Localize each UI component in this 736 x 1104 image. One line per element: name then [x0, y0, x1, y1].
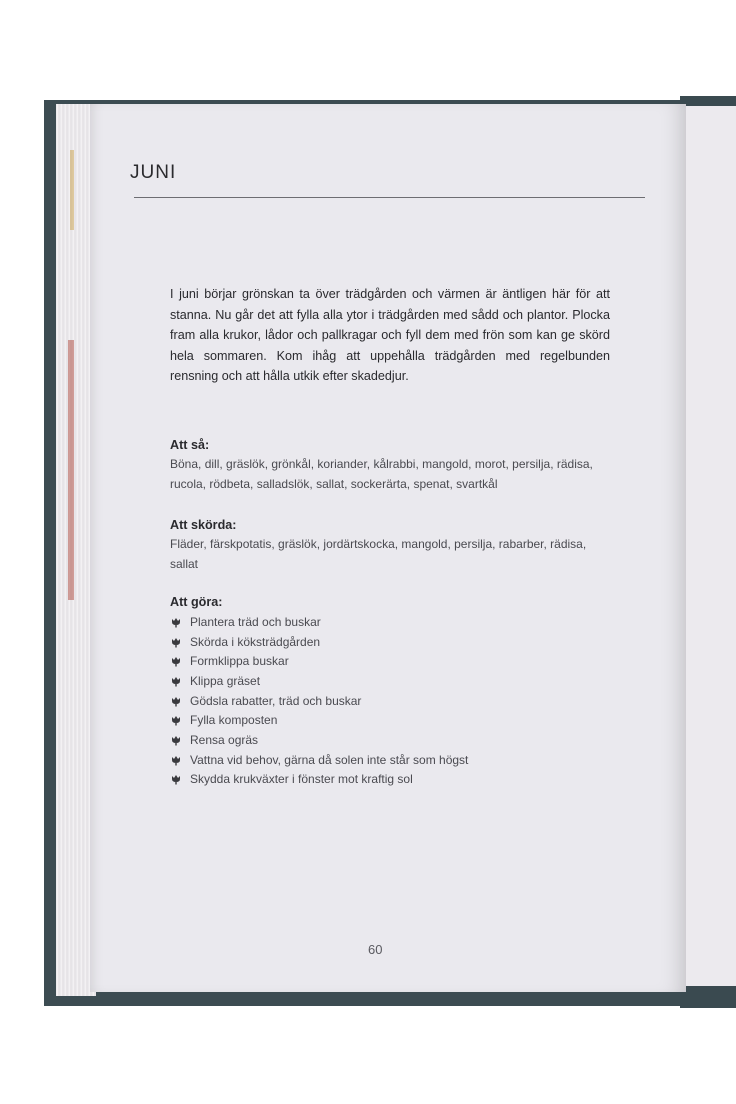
- todo-heading: Att göra:: [170, 595, 223, 609]
- tulip-icon: [170, 616, 182, 628]
- todo-item: [170, 651, 610, 671]
- tulip-icon: [170, 714, 182, 726]
- todo-item-label: Rensa ogräs: [190, 732, 259, 747]
- page-edge-tint-upper: [70, 150, 74, 230]
- harvest-text: Fläder, färskpotatis, gräslök, jordärtskocka, mangold, persilja, rabarber, rädisa, sallat: [170, 537, 587, 571]
- todo-item: [170, 671, 610, 691]
- todo-item: [170, 770, 610, 790]
- page-number: 60: [368, 942, 383, 957]
- facing-page: [682, 106, 736, 986]
- todo-item-label: Skydda krukväxter i fönster mot kraftig sol: [190, 772, 413, 787]
- book-page: [90, 104, 686, 992]
- todo-item-label: Plantera träd och buskar: [190, 614, 321, 629]
- todo-item-label: Vattna vid behov, gärna då solen inte står som högst: [190, 752, 469, 767]
- page-edge-tint: [68, 340, 74, 600]
- todo-item-label: Klippa gräset: [190, 673, 261, 688]
- todo-list: [170, 612, 610, 789]
- sow-heading: Att så:: [170, 438, 210, 452]
- todo-item: [170, 632, 610, 652]
- tulip-icon: [170, 655, 182, 667]
- todo-item: [170, 730, 610, 750]
- tulip-icon: [170, 675, 182, 687]
- title-rule: [134, 197, 645, 198]
- tulip-icon: [170, 773, 182, 785]
- tulip-icon: [170, 636, 182, 648]
- tulip-icon: [170, 695, 182, 707]
- todo-item-label: Fylla komposten: [190, 713, 278, 728]
- todo-item-label: Skörda i köksträdgården: [190, 634, 321, 649]
- tulip-icon: [170, 754, 182, 766]
- intro-paragraph: I juni börjar grönskan ta över trädgården och värmen är äntligen här för att stanna. Nu går det att fylla alla ytor i trädgården med sådd och plantor. Plocka fram alla krukor, lådor och pallkragar och fyll dem med frön som kan ge skörd hela sommaren. Kom ihåg att uppehålla trädgården med regelbunden rensning och att hålla utkik efter skadedjur.: [170, 287, 610, 383]
- todo-item: [170, 710, 610, 730]
- todo-item-label: Formklippa buskar: [190, 654, 289, 669]
- harvest-heading: Att skörda:: [170, 518, 237, 532]
- chapter-title: JUNI: [130, 162, 177, 183]
- tulip-icon: [170, 734, 182, 746]
- todo-item-label: Gödsla rabatter, träd och buskar: [190, 693, 362, 708]
- todo-item: [170, 691, 610, 711]
- todo-item: [170, 612, 610, 632]
- todo-item: [170, 750, 610, 770]
- sow-text: Böna, dill, gräslök, grönkål, koriander, kålrabbi, mangold, morot, persilja, rädisa, rucola, rödbeta, salladslök, sallat, sockerärta, spenat, svartkål: [170, 457, 593, 491]
